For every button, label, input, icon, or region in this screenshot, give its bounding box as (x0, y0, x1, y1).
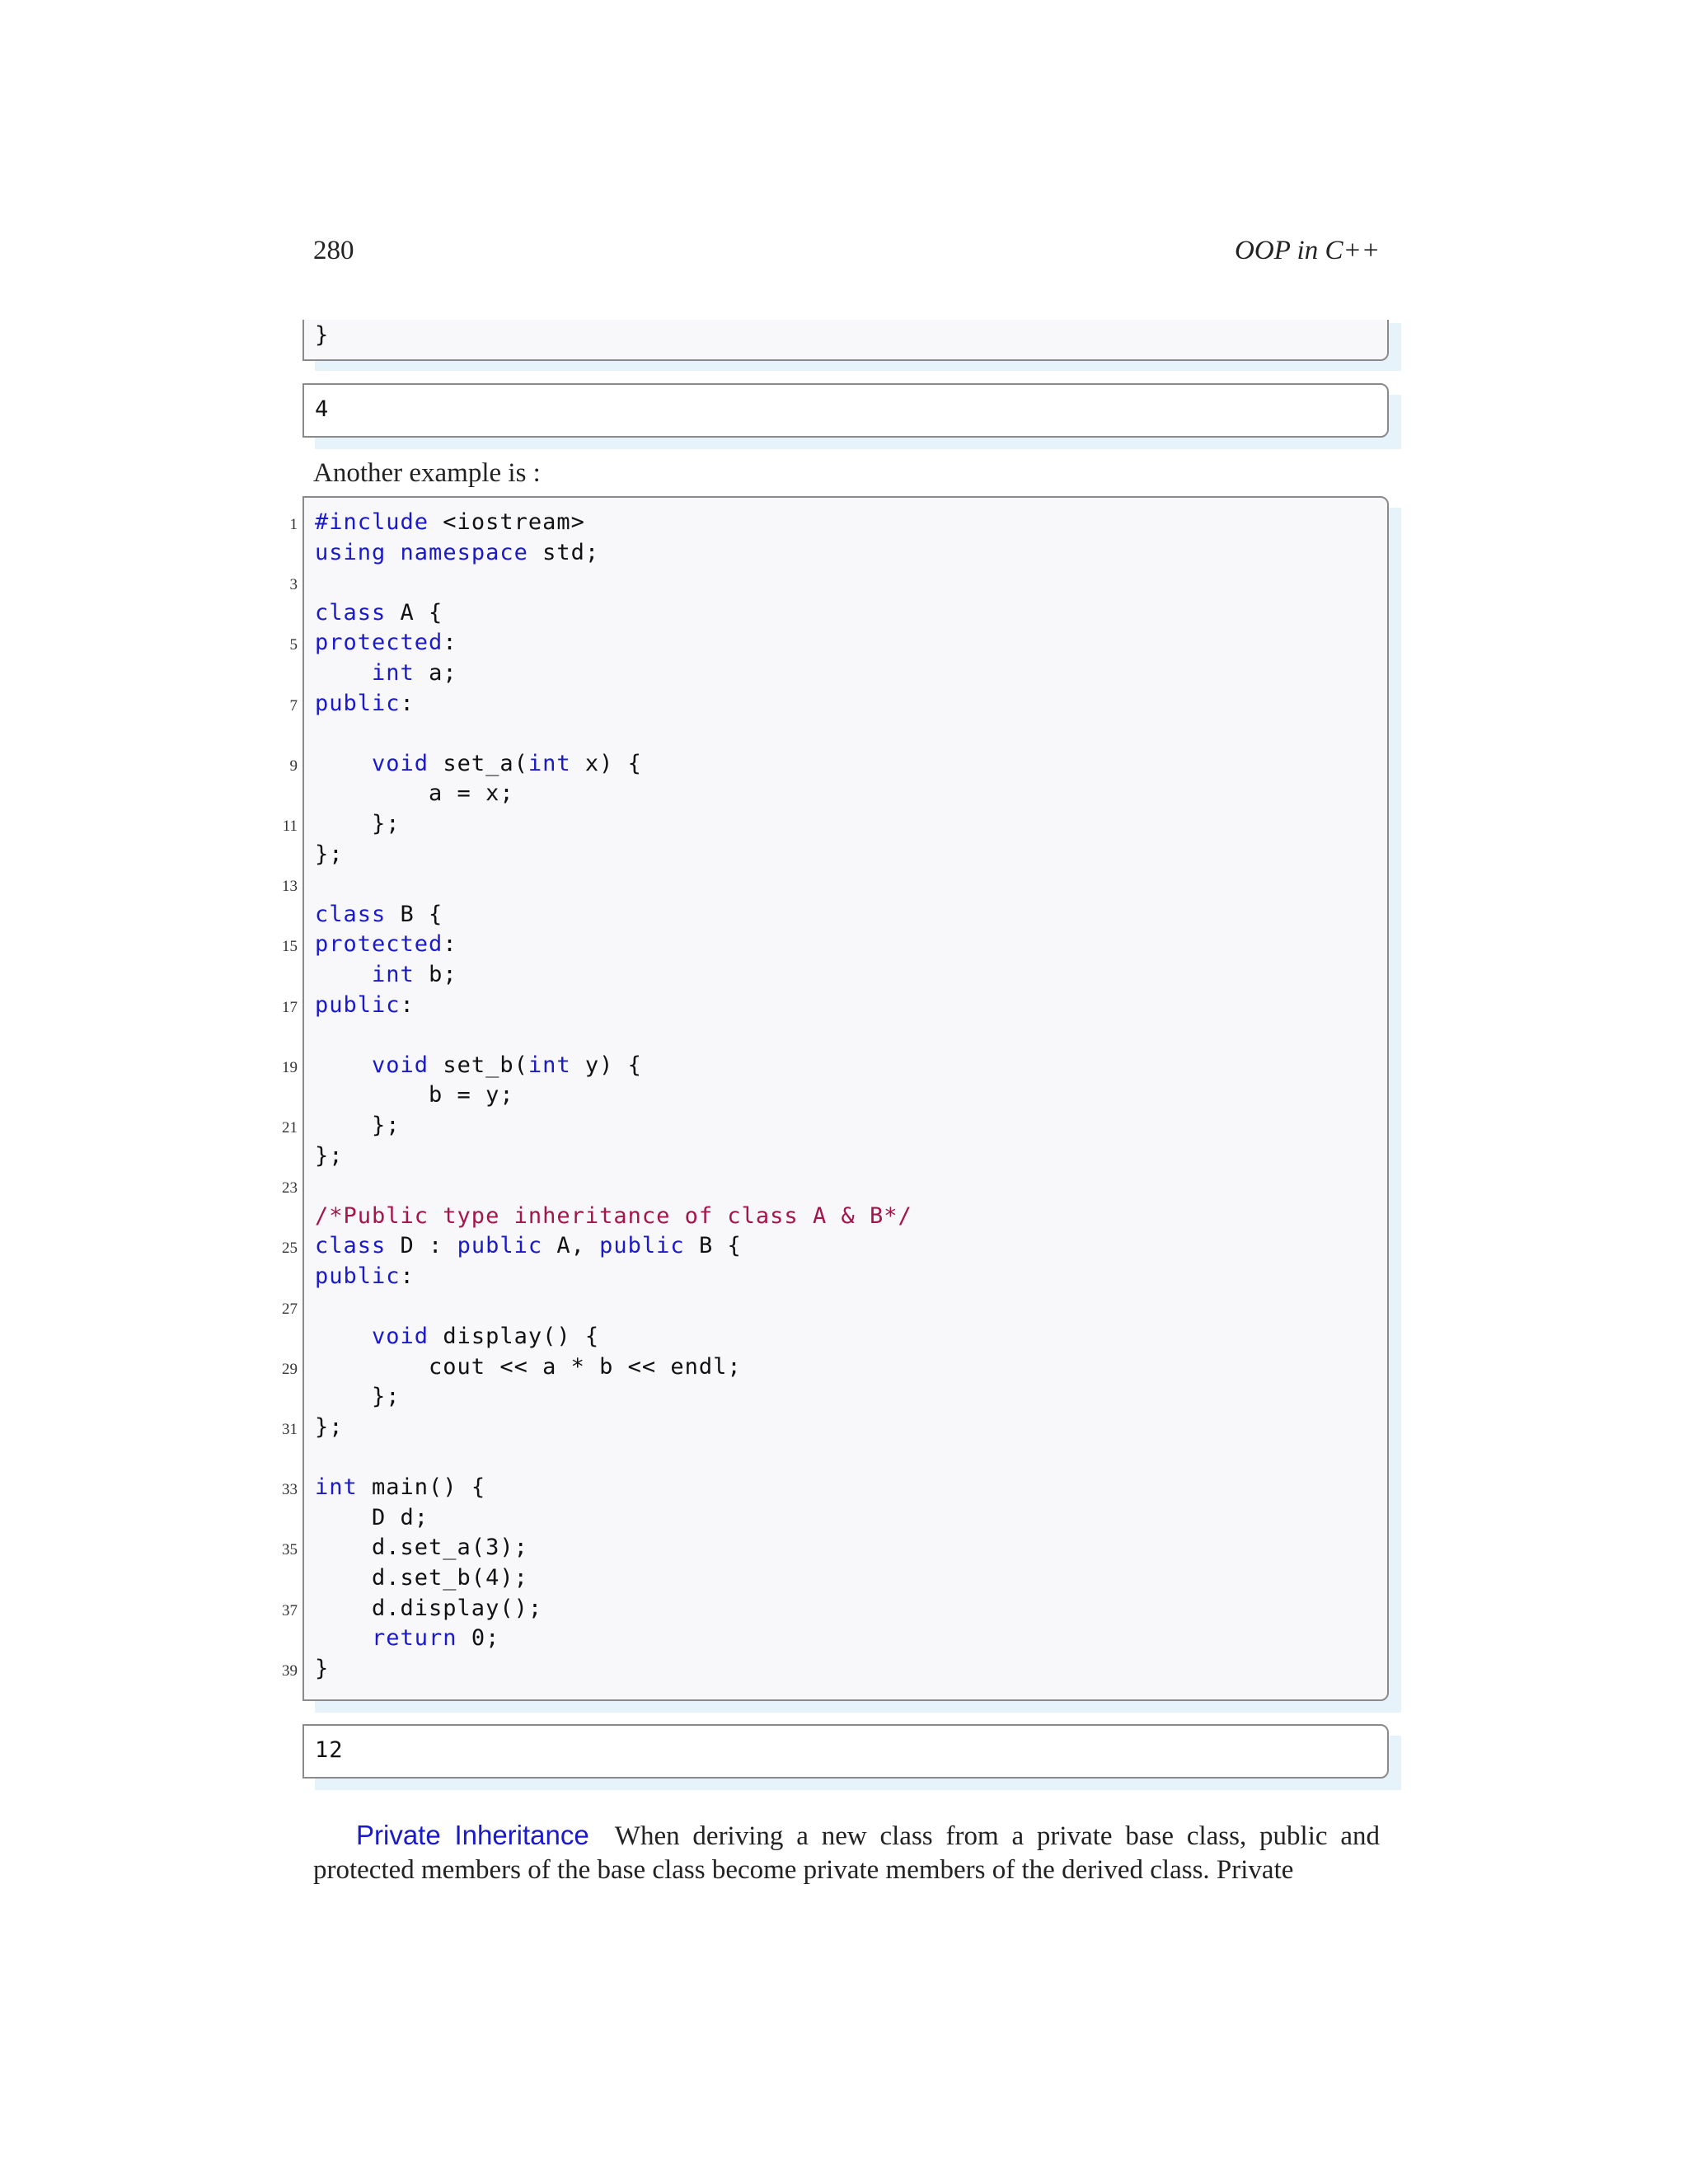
line-number: 7 (289, 696, 298, 715)
code-token: }; (315, 1384, 401, 1410)
code-keyword: public (599, 1233, 685, 1259)
code-line (315, 1381, 401, 1412)
code-token (315, 1625, 372, 1651)
code-line (315, 1623, 499, 1653)
code-listing (302, 496, 1389, 1701)
code-keyword: using (315, 539, 387, 565)
code-keyword: return (372, 1625, 457, 1652)
line-number: 39 (282, 1661, 298, 1680)
lead-text: Another example is : (313, 458, 541, 488)
code-line (315, 839, 344, 869)
line-number: 21 (282, 1119, 298, 1137)
code-line (315, 748, 642, 779)
code-token: : (443, 931, 457, 958)
code-line (315, 1261, 415, 1291)
output-text: 12 (315, 1737, 344, 1763)
line-number: 11 (282, 818, 298, 835)
line-number: 25 (282, 1240, 298, 1258)
code-line (315, 1080, 514, 1110)
code-token: B { (386, 901, 443, 927)
code-keyword: #include (315, 509, 429, 535)
line-number: 29 (282, 1360, 298, 1378)
code-keyword: public (315, 991, 401, 1018)
line-number: 35 (282, 1541, 298, 1559)
code-keyword: int (528, 750, 571, 776)
code-token: d.display(); (315, 1595, 543, 1621)
output-text: 4 (315, 396, 330, 422)
code-line (315, 1502, 429, 1533)
code-keyword: public (315, 690, 401, 716)
code-line (315, 1050, 642, 1080)
code-line (315, 1563, 528, 1593)
code-keyword: namespace (400, 539, 528, 565)
code-token: d.set_b(4); (315, 1565, 528, 1591)
code-token: D : (386, 1233, 457, 1259)
code-keyword: class (315, 901, 387, 927)
code-token: }; (315, 811, 401, 837)
code-token: <iostream> (429, 509, 585, 535)
code-token: d.set_a(3); (315, 1535, 528, 1561)
code-token (315, 751, 372, 776)
page-number: 280 (313, 236, 354, 265)
output-box (302, 1724, 1389, 1779)
code-keyword: void (372, 1324, 429, 1350)
code-token: std; (528, 539, 600, 565)
code-token: }; (315, 841, 344, 867)
code-line (315, 1110, 401, 1141)
line-number: 1 (289, 516, 298, 533)
page-header (313, 236, 1380, 275)
code-line (315, 658, 457, 688)
code-token: }; (315, 1414, 344, 1440)
code-line (315, 1141, 344, 1171)
code-token: x) { (570, 750, 642, 776)
code-line (315, 929, 457, 959)
code-keyword: public (315, 1263, 401, 1289)
code-keyword: int (372, 962, 415, 987)
code-token: b; (414, 962, 457, 987)
code-line (315, 1352, 742, 1382)
output-box (302, 383, 1389, 438)
code-line (315, 899, 443, 930)
code-token: A, (542, 1233, 600, 1259)
code-keyword: public (457, 1233, 543, 1259)
line-number: 19 (282, 1058, 298, 1076)
code-comment: /*Public type inheritance of class A & B*/ (315, 1202, 912, 1229)
running-title: OOP in C++ (1235, 236, 1380, 265)
line-number: 27 (282, 1300, 298, 1318)
code-line (315, 990, 415, 1020)
paragraph-line: When deriving a new class from a private base class, public and (614, 1821, 1380, 1851)
paragraph-line: protected members of the base class become private members of the derived class. Private (313, 1855, 1294, 1885)
code-line (315, 537, 599, 568)
line-number: 9 (289, 757, 298, 775)
line-number: 3 (289, 576, 298, 594)
code-keyword: int (528, 1052, 571, 1078)
code-line (315, 1412, 344, 1442)
code-line (315, 1653, 329, 1684)
paragraph-heading: Private Inheritance (356, 1820, 589, 1850)
code-continuation-box (302, 320, 1389, 361)
code-token: y) { (570, 1052, 642, 1078)
code-line (315, 1593, 542, 1624)
line-number: 31 (282, 1421, 298, 1438)
code-line (315, 507, 585, 537)
body-paragraph (313, 1818, 1380, 1887)
code-token: a; (414, 660, 457, 686)
code-token: B { (684, 1233, 742, 1259)
code-keyword: protected (315, 931, 443, 958)
code-token: : (443, 630, 457, 656)
code-line (315, 778, 514, 808)
code-line: } (315, 322, 330, 348)
line-number: 37 (282, 1601, 298, 1619)
code-token: set_b( (429, 1052, 528, 1078)
code-line (315, 1532, 528, 1563)
code-keyword: void (372, 750, 429, 776)
line-number: 33 (282, 1481, 298, 1499)
code-line (315, 627, 457, 658)
code-line (315, 1230, 742, 1261)
code-line (315, 1321, 599, 1352)
code-token: b = y; (315, 1082, 514, 1108)
line-number: 23 (282, 1179, 298, 1197)
code-token (386, 540, 400, 565)
code-line (315, 1472, 485, 1502)
code-line (315, 1201, 912, 1231)
code-token: cout << a * b << endl; (315, 1353, 742, 1380)
code-token (315, 660, 372, 686)
code-token: display() { (429, 1324, 600, 1350)
line-number: 13 (282, 878, 298, 896)
code-token: }; (315, 1142, 344, 1169)
code-line (315, 959, 457, 990)
code-token: } (315, 1655, 330, 1681)
code-line (315, 598, 443, 628)
code-token: set_a( (429, 750, 528, 776)
code-token: a = x; (315, 780, 514, 807)
code-keyword: int (372, 660, 415, 686)
line-number: 17 (282, 998, 298, 1016)
code-keyword: void (372, 1052, 429, 1078)
code-keyword: class (315, 1233, 387, 1259)
code-token: 0; (457, 1625, 500, 1652)
line-number: 5 (289, 636, 298, 654)
code-token: : (400, 690, 415, 716)
code-token: D d; (315, 1504, 429, 1530)
code-token: }; (315, 1113, 401, 1138)
code-token: main() { (357, 1474, 486, 1501)
code-token: A { (386, 599, 443, 626)
line-number: 15 (282, 938, 298, 956)
code-token (315, 1052, 372, 1078)
code-token: : (400, 991, 415, 1018)
code-keyword: protected (315, 630, 443, 656)
code-line (315, 808, 401, 839)
code-token: : (400, 1263, 415, 1289)
code-keyword: int (315, 1474, 358, 1501)
code-keyword: class (315, 599, 387, 626)
code-token (315, 1324, 372, 1349)
code-token (315, 962, 372, 987)
code-line (315, 688, 415, 719)
